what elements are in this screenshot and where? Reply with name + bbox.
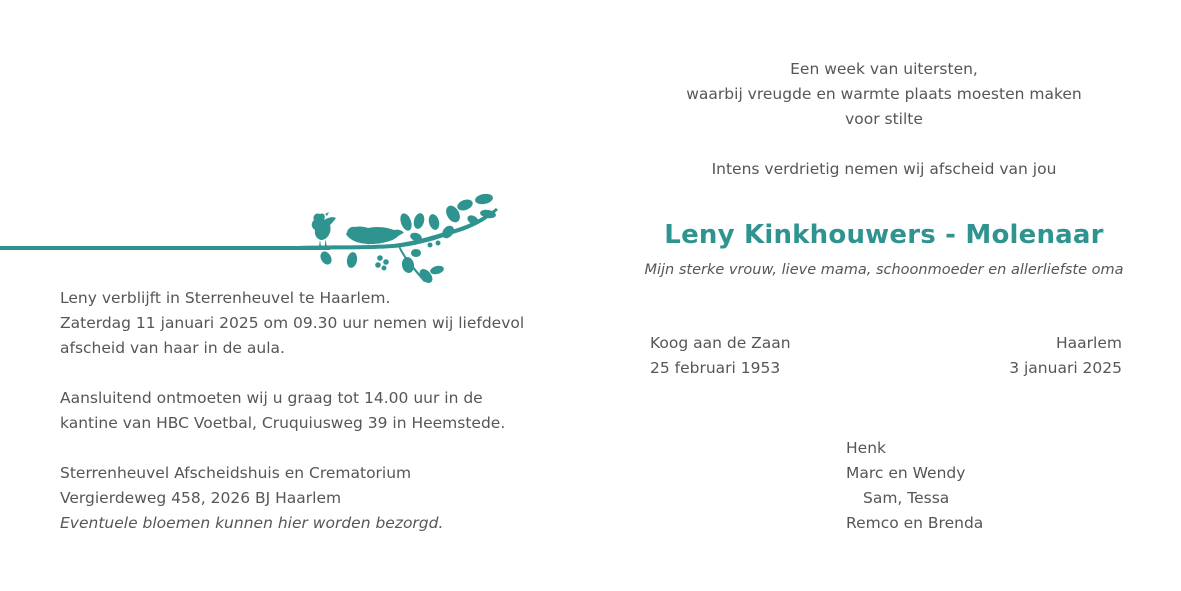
family-member: Marc en Wendy	[846, 464, 966, 482]
intro-text: Intens verdrietig nemen wij afscheid van jou	[711, 160, 1057, 178]
family-list	[846, 436, 983, 536]
death-info	[1009, 331, 1122, 381]
info-line: Aansluitend ontmoeten wij u graag tot 14.00 uur in de	[60, 389, 483, 407]
info-line: afscheid van haar in de aula.	[60, 339, 285, 357]
birth-info	[650, 331, 791, 381]
family-member: Remco en Brenda	[846, 514, 984, 532]
birth-place: Koog aan de Zaan	[650, 334, 791, 352]
info-line: Zaterdag 11 januari 2025 om 09.30 uur nemen wij liefdevol	[60, 314, 525, 332]
branch-line	[0, 246, 330, 250]
family-member: Sam, Tessa	[863, 489, 950, 507]
family-member: Henk	[846, 439, 886, 457]
poem	[640, 57, 1128, 132]
poem-line: Een week van uitersten,	[790, 60, 978, 78]
birth-date: 25 februari 1953	[650, 359, 781, 377]
info-line: kantine van HBC Voetbal, Cruquiusweg 39 in Heemstede.	[60, 414, 506, 432]
subtitle: Mijn sterke vrouw, lieve mama, schoonmoeder en allerliefste oma	[644, 262, 1124, 278]
birds-on-branch-icon	[298, 190, 503, 295]
info-line: Vergierdeweg 458, 2026 BJ Haarlem	[60, 489, 342, 507]
poem-line: voor stilte	[845, 110, 923, 128]
practical-info	[60, 286, 524, 536]
flowers-note: Eventuele bloemen kunnen hier worden bezorgd.	[60, 514, 444, 532]
deceased-name: Leny Kinkhouwers - Molenaar	[664, 220, 1104, 250]
info-line: Leny verblijft in Sterrenheuvel te Haarlem.	[60, 289, 391, 307]
death-place: Haarlem	[1056, 334, 1122, 352]
death-date: 3 januari 2025	[1009, 359, 1122, 377]
poem-line: waarbij vreugde en warmte plaats moesten maken	[686, 85, 1082, 103]
info-line: Sterrenheuvel Afscheidshuis en Crematorium	[60, 464, 412, 482]
